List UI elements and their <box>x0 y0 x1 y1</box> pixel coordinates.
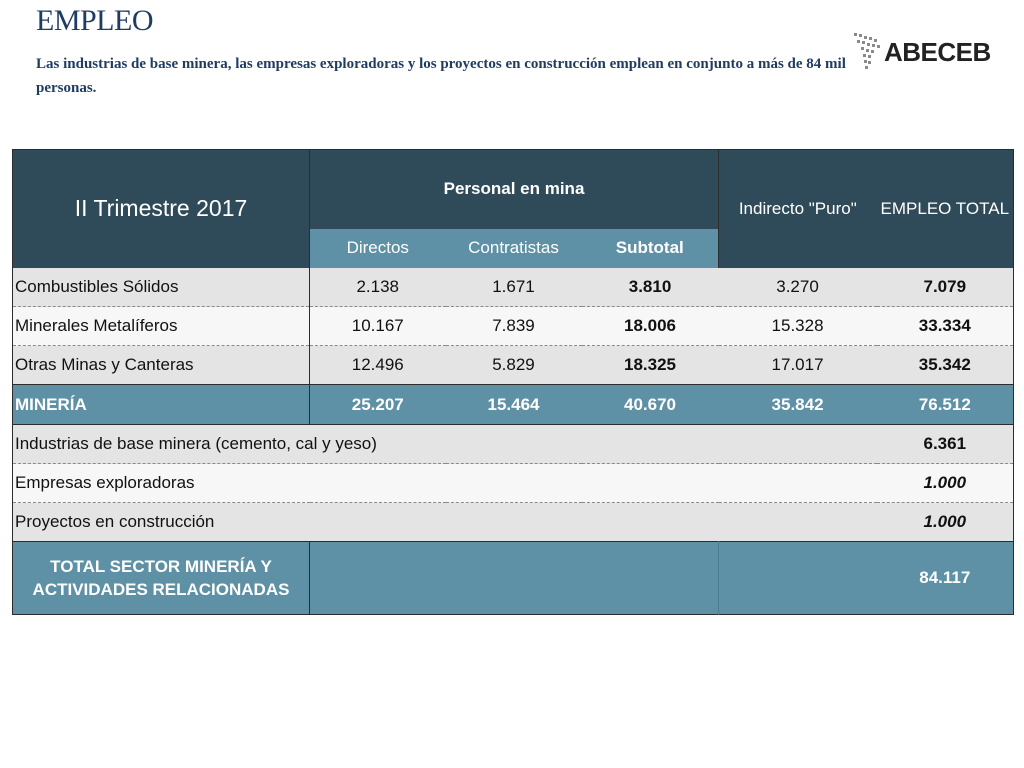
cell-subtotal: 18.325 <box>582 346 719 385</box>
grand-total-label-line1: TOTAL SECTOR MINERÍA Y <box>50 557 272 576</box>
grand-total-value: 84.117 <box>877 542 1014 615</box>
related-row <box>13 464 1014 503</box>
cell-contratistas: 5.829 <box>446 346 582 385</box>
cell-indirecto: 17.017 <box>719 346 877 385</box>
related-row <box>13 503 1014 542</box>
abeceb-logo <box>852 30 992 74</box>
mineria-contratistas: 15.464 <box>446 385 582 425</box>
cell-directos: 2.138 <box>310 268 446 307</box>
cell-indirecto: 15.328 <box>719 307 877 346</box>
grand-total-label-line2: ACTIVIDADES RELACIONADAS <box>32 580 290 599</box>
corner-title: II Trimestre 2017 <box>13 150 310 268</box>
group-header-personal: Personal en mina <box>310 150 719 229</box>
header-indirecto: Indirecto "Puro" <box>719 150 877 268</box>
related-label: Industrias de base minera (cemento, cal y yeso) <box>13 425 877 464</box>
cell-subtotal: 3.810 <box>582 268 719 307</box>
page-title: EMPLEO <box>36 4 153 37</box>
employment-table <box>12 149 1014 615</box>
row-label: Minerales Metalíferos <box>13 307 310 346</box>
grand-total-label <box>13 542 310 615</box>
grand-total-row <box>13 542 1014 615</box>
logo-map-icon <box>852 31 882 73</box>
cell-contratistas: 1.671 <box>446 268 582 307</box>
header-empleo-total: EMPLEO TOTAL <box>877 150 1014 268</box>
related-label: Empresas exploradoras <box>13 464 877 503</box>
cell-total: 35.342 <box>877 346 1014 385</box>
related-label: Proyectos en construcción <box>13 503 877 542</box>
related-total: 1.000 <box>877 464 1014 503</box>
row-label: Combustibles Sólidos <box>13 268 310 307</box>
mineria-subtotal: 40.670 <box>582 385 719 425</box>
related-row <box>13 425 1014 464</box>
mineria-directos: 25.207 <box>310 385 446 425</box>
related-total: 6.361 <box>877 425 1014 464</box>
cell-total: 33.334 <box>877 307 1014 346</box>
table-row <box>13 268 1014 307</box>
mineria-row <box>13 385 1014 425</box>
grand-total-spacer <box>310 542 719 615</box>
cell-indirecto: 3.270 <box>719 268 877 307</box>
cell-directos: 10.167 <box>310 307 446 346</box>
mineria-label: MINERÍA <box>13 385 310 425</box>
mineria-indirecto: 35.842 <box>719 385 877 425</box>
subheader-directos: Directos <box>310 229 446 268</box>
mineria-total: 76.512 <box>877 385 1014 425</box>
subheader-subtotal: Subtotal <box>582 229 719 268</box>
cell-subtotal: 18.006 <box>582 307 719 346</box>
cell-contratistas: 7.839 <box>446 307 582 346</box>
table-row <box>13 307 1014 346</box>
row-label: Otras Minas y Canteras <box>13 346 310 385</box>
cell-directos: 12.496 <box>310 346 446 385</box>
cell-total: 7.079 <box>877 268 1014 307</box>
logo-text: ABECEB <box>884 36 991 67</box>
page-subtitle: Las industrias de base minera, las empresas exploradoras y los proyectos en construcción emplean en conjunto a más de 84 mil personas. <box>36 56 846 96</box>
related-total: 1.000 <box>877 503 1014 542</box>
subheader-contratistas: Contratistas <box>446 229 582 268</box>
table-row <box>13 346 1014 385</box>
grand-total-spacer-2 <box>719 542 877 615</box>
